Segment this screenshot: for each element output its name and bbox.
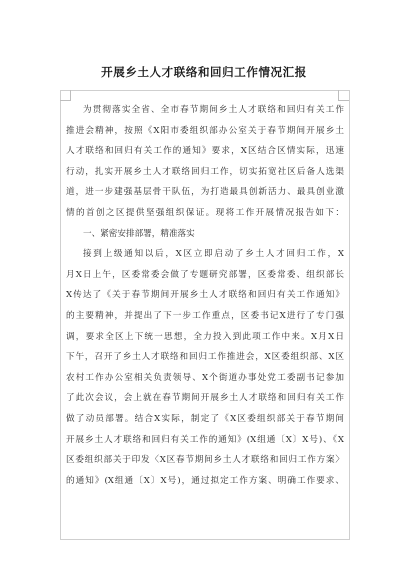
paragraph-line: 的通知》(X组通〔X〕X号)，通过拟定工作方案、明确工作要求、 xyxy=(66,475,344,486)
paragraph-line: 人才联络和回归有关工作的通知》要求，X区结合区情实际，迅速 xyxy=(66,146,344,157)
paragraph-line: 情的首创之区提供坚强组织保证。现将工作开展情况报告如下： xyxy=(66,207,344,218)
paragraph-line: 接到上级通知以后，X区立即启动了乡土人才回归工作，X xyxy=(83,249,344,260)
paragraph-line: 行动，扎实开展乡土人才联络回归工作，切实拓宽社区后备人选渠 xyxy=(66,166,344,177)
document-body xyxy=(66,100,344,491)
document-title: 开展乡土人才联络和回归工作情况汇报 xyxy=(101,65,307,79)
paragraph-line: 调，要求全区上下统一思想，全力投入到此项工作中来。X月X日 xyxy=(66,331,344,342)
paragraph-line: 开展乡土人才联络和回归有关工作的通知》(X组通〔X〕X号)、《X xyxy=(66,434,344,445)
paragraph-line: 农村工作办公室相关负责领导、X个街道办事处党工委副书记参加 xyxy=(66,372,344,383)
paragraph-line: 推进会精神，按照《X阳市委组织部办公室关于春节期间开展乡土 xyxy=(66,125,344,136)
paragraph-line: 的主要精神，并提出了下一步工作重点，区委书记X进行了专门强 xyxy=(66,310,344,321)
paragraph-line: 道，进一步建强基层骨干队伍，为打造最具创新活力、最具创业激 xyxy=(66,187,344,198)
paragraph-line: 月X日上午，区委常委会做了专题研究部署，区委常委、组织部长 xyxy=(66,269,344,280)
paragraph-line: 下午，召开了乡土人才联络和回归工作推进会，X区委组织部、X区 xyxy=(66,352,344,363)
section-heading: 一、紧密安排部署，精准落实 xyxy=(83,228,195,239)
paragraph-line: 区委组织部关于印发〈X区春节期间乡土人才联络和回归工作方案〉 xyxy=(66,455,344,466)
paragraph-line: 做了动员部署。结合X实际，制定了《X区委组织部关于春节期间 xyxy=(66,413,344,424)
paragraph-line: 了此次会议，会上就在春节期间开展乡土人才联络和回归有关工作 xyxy=(66,393,344,404)
paragraph-line: 为贯彻落实全省、全市春节期间乡土人才联络和回归有关工作 xyxy=(83,105,344,115)
paragraph-line: X传达了《关于春节期间开展乡土人才联络和回归有关工作通知》 xyxy=(66,290,344,301)
